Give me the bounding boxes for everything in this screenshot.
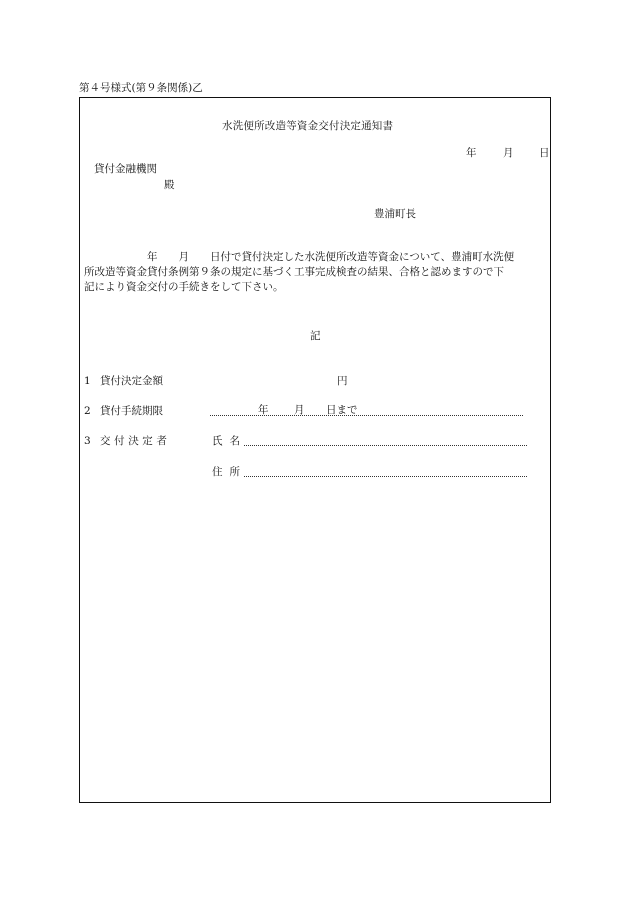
recipient-name: 貸付金融機関 (94, 163, 157, 175)
deadline-month-label: 月 (294, 404, 305, 416)
deadline-dotted-line (210, 404, 523, 416)
address-label: 住所 (212, 466, 247, 478)
date-year-label: 年 (466, 147, 477, 159)
yen-unit: 円 (337, 375, 348, 387)
body-paragraph (84, 250, 549, 295)
issuer-name: 豊浦町長 (374, 208, 416, 220)
note-heading: 記 (310, 330, 321, 342)
honorific: 殿 (164, 179, 175, 191)
name-dotted-line (244, 434, 527, 446)
form-number-label: 第４号様式(第９条関係)乙 (79, 82, 203, 94)
name-label: 氏名 (212, 435, 247, 447)
item-number: 3 (84, 435, 91, 447)
body-line: 記により資金交付の手続きをして下さい。 (84, 281, 284, 293)
document-title: 水洗便所改造等資金交付決定通知書 (222, 120, 394, 132)
address-dotted-line (244, 465, 527, 477)
document-frame (79, 97, 551, 803)
loan-amount-label: 貸付決定金額 (100, 375, 163, 387)
deadline-year-label: 年 (258, 404, 269, 416)
deadline-day-label: 日まで (326, 404, 358, 416)
date-day-label: 日 (539, 147, 550, 159)
item-number: 2 (84, 405, 91, 417)
grant-recipient-label: 交付決定者 (100, 435, 171, 447)
body-line: 所改造等資金貸付条例第９条の規定に基づく工事完成検査の結果、合格と認めますので下 (84, 266, 504, 278)
item-number: 1 (84, 375, 91, 387)
body-line: 年 月 日付で貸付決定した水洗便所改造等資金について、豊浦町水洗便 (84, 251, 515, 263)
deadline-label: 貸付手続期限 (100, 405, 163, 417)
date-month-label: 月 (503, 147, 514, 159)
